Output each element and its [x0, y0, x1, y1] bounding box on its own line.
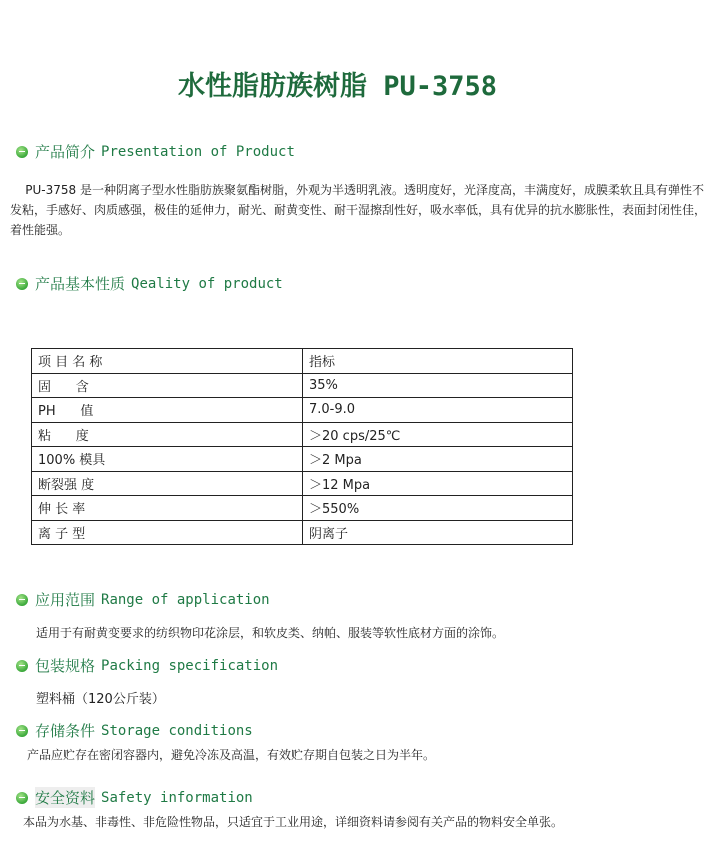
table-header-row	[32, 349, 573, 374]
table-row	[32, 422, 573, 447]
storage-text: 产品应贮存在密闭容器内，避免冷冻及高温，有效贮存期自包装之日为半年。	[27, 748, 436, 762]
section-heading-application	[16, 589, 270, 610]
property-value: ＞550%	[303, 496, 573, 521]
property-value: 阴离子	[303, 520, 573, 545]
section-heading-storage	[16, 720, 253, 741]
properties-table	[31, 348, 573, 545]
property-value: ＞20 cps/25℃	[303, 422, 573, 447]
packing-text: 塑料桶（120公斤装）	[36, 692, 165, 707]
property-value: ＞2 Mpa	[303, 447, 573, 472]
green-arrow-bullet-icon	[16, 594, 28, 606]
heading-zh: 产品简介	[35, 143, 96, 161]
property-name: 100% 模具	[32, 447, 303, 472]
heading-zh: 存储条件	[35, 722, 96, 740]
property-value: 35%	[303, 373, 573, 398]
green-arrow-bullet-icon	[16, 792, 28, 804]
table-row	[32, 373, 573, 398]
green-arrow-bullet-icon	[16, 660, 28, 672]
green-arrow-bullet-icon	[16, 146, 28, 158]
property-name: PH 值	[32, 398, 303, 423]
table-row	[32, 520, 573, 545]
property-name: 离 子 型	[32, 520, 303, 545]
section-heading-safety	[16, 787, 253, 808]
table-row	[32, 447, 573, 472]
heading-en: Range of application	[101, 591, 270, 608]
heading-zh: 包装规格	[35, 657, 96, 675]
heading-en: Presentation of Product	[101, 143, 295, 160]
heading-zh: 产品基本性质	[35, 275, 126, 293]
intro-paragraph	[10, 180, 710, 240]
heading-en: Storage conditions	[101, 722, 253, 739]
intro-line: 着性能强。	[10, 223, 71, 237]
property-value: 7.0-9.0	[303, 398, 573, 423]
property-name: 固 含	[32, 373, 303, 398]
table-row	[32, 496, 573, 521]
table-row	[32, 398, 573, 423]
section-heading-quality	[16, 273, 283, 294]
heading-zh: 安全资料	[35, 789, 96, 807]
property-name: 伸 长 率	[32, 496, 303, 521]
section-heading-packing	[16, 655, 278, 676]
green-arrow-bullet-icon	[16, 278, 28, 290]
property-name: 断裂强 度	[32, 471, 303, 496]
heading-en: Safety information	[101, 789, 253, 806]
heading-zh: 应用范围	[35, 591, 96, 609]
intro-line: PU-3758 是一种阴离子型水性脂肪族聚氨酯树脂，外观为半透明乳液。透明度好，光泽度高，丰满度好，成膜柔软且具有弹性不	[10, 183, 704, 197]
header-cell: 指标	[303, 349, 573, 374]
safety-text: 本品为水基、非毒性、非危险性物品，只适宜于工业用途，详细资料请参阅有关产品的物料安全单张。	[23, 815, 564, 829]
header-cell: 项 目 名 称	[32, 349, 303, 374]
section-heading-presentation	[16, 141, 295, 162]
heading-en: Packing specification	[101, 657, 279, 674]
intro-line: 发粘，手感好、肉质感强，极佳的延伸力，耐光、耐黄变性、耐干湿擦刮性好，吸水率低，具有优异的抗水膨胀性，表面封闭性佳，	[10, 203, 707, 217]
property-value: ＞12 Mpa	[303, 471, 573, 496]
green-arrow-bullet-icon	[16, 725, 28, 737]
application-text: 适用于有耐黄变要求的纺织物印花涂层，和软皮类、纳帕、服装等软性底材方面的涂饰。	[36, 626, 505, 640]
page-title: 水性脂肪族树脂 PU-3758	[177, 71, 498, 102]
table-row	[32, 471, 573, 496]
property-name: 粘 度	[32, 422, 303, 447]
heading-en: Qeality of product	[131, 275, 283, 292]
